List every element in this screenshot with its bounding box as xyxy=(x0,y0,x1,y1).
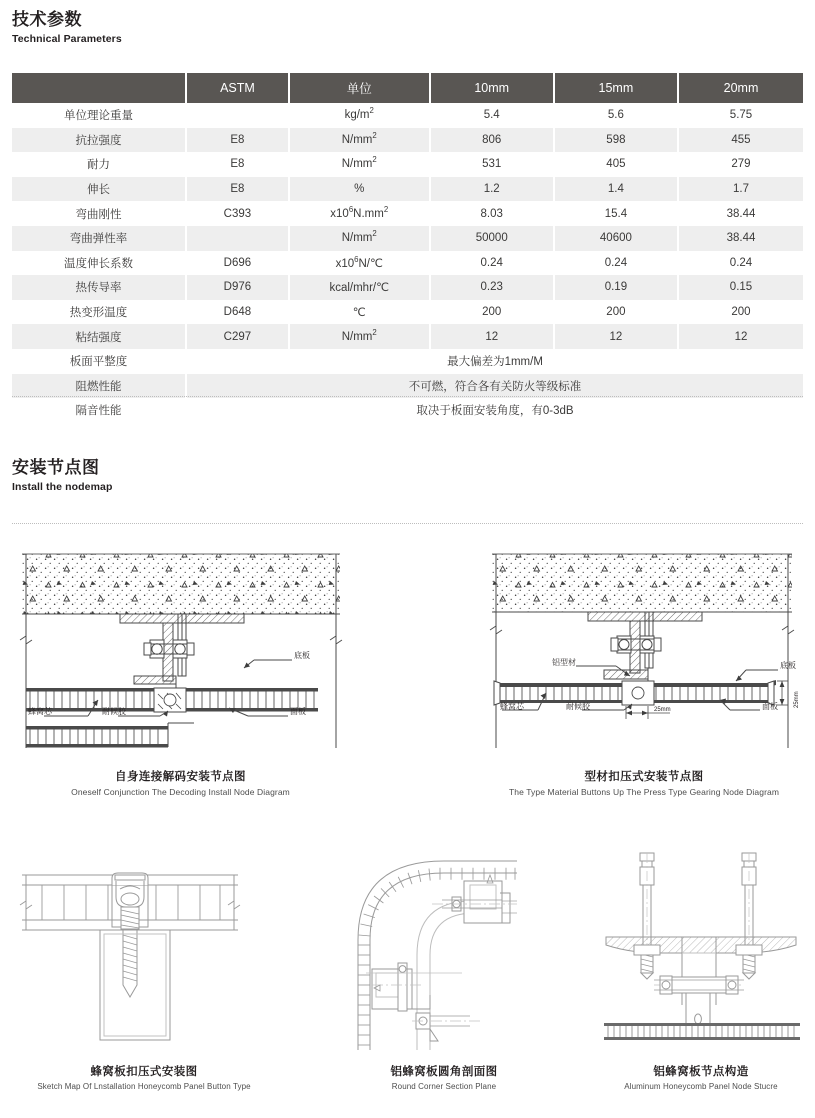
table-cell: D976 xyxy=(186,275,289,300)
header-cell-name xyxy=(12,73,186,103)
diagram-oneself-conjunction xyxy=(8,548,353,798)
table-cell: 阻燃性能 xyxy=(12,374,186,399)
table-cell: $N/mm^2$ xyxy=(289,152,430,177)
caption-honeycomb-button-type xyxy=(8,1065,280,1093)
dim-vertical: 25mm xyxy=(794,691,800,708)
table-cell: 单位理论重量 xyxy=(12,103,186,128)
spec-table-body xyxy=(12,103,803,423)
diagram-honeycomb-button-type xyxy=(8,845,280,1093)
caption-en: Sketch Map Of Lnstallation Honeycomb Panel Button Type xyxy=(37,1081,251,1091)
header-cell-15mm: 15mm xyxy=(554,73,678,103)
table-row xyxy=(12,226,803,251)
table-cell: 0.23 xyxy=(430,275,554,300)
label-honeycomb-core: 蜂窝芯 xyxy=(28,707,52,716)
specs-title-cn: 技术参数 xyxy=(12,10,82,29)
table-cell: 板面平整度 xyxy=(12,349,186,374)
table-cell: C297 xyxy=(186,324,289,349)
table-cell: 598 xyxy=(554,128,678,153)
table-row xyxy=(12,300,803,325)
round-corner-section-drawing xyxy=(312,845,576,1057)
table-row xyxy=(12,152,803,177)
profile-press-type-drawing xyxy=(478,548,810,760)
table-cell: 温度伸长系数 xyxy=(12,251,186,276)
caption-cn: 铝蜂窝板节点构造 xyxy=(653,1066,749,1078)
table-cell: 5.6 xyxy=(554,103,678,128)
nodes-top-rule xyxy=(12,523,803,524)
table-cell: 1.2 xyxy=(430,177,554,202)
oneself-conjunction-drawing xyxy=(8,548,353,760)
table-row xyxy=(12,374,803,399)
table-cell: 0.19 xyxy=(554,275,678,300)
table-row xyxy=(12,349,803,374)
table-cell xyxy=(186,226,289,251)
panel-node-structure-drawing xyxy=(592,845,810,1057)
table-cell: E8 xyxy=(186,128,289,153)
table-cell: 806 xyxy=(430,128,554,153)
diagram-profile-press-type xyxy=(478,548,810,798)
nodes-title-en: Install the nodemap xyxy=(12,480,113,493)
specs-bottom-rule xyxy=(12,396,803,397)
nodes-title-cn: 安装节点图 xyxy=(12,458,100,477)
table-cell: 热传导率 xyxy=(12,275,186,300)
table-cell: 隔音性能 xyxy=(12,398,186,423)
table-cell: 1.4 xyxy=(554,177,678,202)
spec-table-wrap xyxy=(12,73,803,423)
table-cell: 伸长 xyxy=(12,177,186,202)
table-cell: 0.24 xyxy=(678,251,803,276)
table-cell: 15.4 xyxy=(554,201,678,226)
table-cell: 455 xyxy=(678,128,803,153)
label-base-plate: 底板 xyxy=(294,651,310,660)
table-cell xyxy=(186,103,289,128)
caption-en: Aluminum Honeycomb Panel Node Stucre xyxy=(624,1081,778,1091)
table-row xyxy=(12,275,803,300)
dim-horizontal: 25mm xyxy=(654,707,671,713)
table-cell: 531 xyxy=(430,152,554,177)
table-cell: 12 xyxy=(430,324,554,349)
table-cell: 0.24 xyxy=(554,251,678,276)
table-row xyxy=(12,201,803,226)
table-cell: 热变形温度 xyxy=(12,300,186,325)
table-cell: 0.15 xyxy=(678,275,803,300)
label-base-plate: 底板 xyxy=(780,661,796,670)
caption-cn: 自身连接解码安装节点图 xyxy=(115,771,246,783)
table-cell: 弯曲刚性 xyxy=(12,201,186,226)
spec-table xyxy=(12,73,803,423)
label-honeycomb-core: 蜂窝芯 xyxy=(500,702,524,711)
caption-profile-press-type xyxy=(478,770,810,798)
caption-en: Oneself Conjunction The Decoding Install Node Diagram xyxy=(71,786,290,797)
specs-title-en: Technical Parameters xyxy=(12,32,122,45)
table-cell: 粘结强度 xyxy=(12,324,186,349)
label-face-panel: 面板 xyxy=(762,702,778,711)
table-cell: kcal/mhr/℃ xyxy=(289,275,430,300)
table-cell: 弯曲弹性率 xyxy=(12,226,186,251)
header-cell-unit: 单位 xyxy=(289,73,430,103)
label-face-panel: 面板 xyxy=(290,707,306,716)
table-cell: E8 xyxy=(186,177,289,202)
header-cell-10mm: 10mm xyxy=(430,73,554,103)
table-cell: $x10^6N/℃$ xyxy=(289,251,430,276)
table-cell: 12 xyxy=(554,324,678,349)
table-cell: 38.44 xyxy=(678,226,803,251)
table-row xyxy=(12,177,803,202)
table-cell: D696 xyxy=(186,251,289,276)
honeycomb-button-type-drawing xyxy=(8,845,280,1057)
table-cell: C393 xyxy=(186,201,289,226)
caption-oneself-conjunction xyxy=(8,770,353,798)
caption-cn: 铝蜂窝板圆角剖面图 xyxy=(390,1066,498,1078)
table-cell: 5.75 xyxy=(678,103,803,128)
table-cell-merged: 不可燃，符合各有关防火等级标准 xyxy=(186,374,803,399)
caption-panel-node-structure xyxy=(592,1065,810,1093)
caption-en: The Type Material Buttons Up The Press Type Gearing Node Diagram xyxy=(508,786,780,797)
table-cell: 50000 xyxy=(430,226,554,251)
table-cell: % xyxy=(289,177,430,202)
table-row xyxy=(12,128,803,153)
table-cell: 12 xyxy=(678,324,803,349)
diagram-round-corner-section xyxy=(312,845,576,1093)
table-cell: 0.24 xyxy=(430,251,554,276)
table-cell: 耐力 xyxy=(12,152,186,177)
table-cell: 8.03 xyxy=(430,201,554,226)
caption-cn: 蜂窝板扣压式安装图 xyxy=(90,1066,198,1078)
table-cell-merged: 取决于板面安装角度，有0-3dB xyxy=(186,398,803,423)
table-row xyxy=(12,398,803,423)
caption-en: Round Corner Section Plane xyxy=(391,1081,497,1091)
header-cell-20mm: 20mm xyxy=(678,73,803,103)
caption-round-corner-section xyxy=(312,1065,576,1093)
diagram-panel-node-structure xyxy=(592,845,810,1093)
table-cell: 279 xyxy=(678,152,803,177)
table-cell: $x10^6N.mm^2$ xyxy=(289,201,430,226)
table-cell: 抗拉强度 xyxy=(12,128,186,153)
table-cell: 40600 xyxy=(554,226,678,251)
table-cell: 38.44 xyxy=(678,201,803,226)
table-cell: $kg/m^2$ xyxy=(289,103,430,128)
table-cell: 5.4 xyxy=(430,103,554,128)
label-alu-profile: 铝型材 xyxy=(552,658,576,667)
table-cell-merged: 最大偏差为1mm/M xyxy=(186,349,803,374)
label-weather-sealant: 耐候胶 xyxy=(566,702,590,711)
specs-section-heading xyxy=(12,10,122,45)
table-cell: 1.7 xyxy=(678,177,803,202)
caption-cn: 型材扣压式安装节点图 xyxy=(584,771,704,783)
label-weather-sealant: 耐候胶 xyxy=(102,707,126,716)
nodes-section-heading xyxy=(12,458,113,493)
table-cell: $N/mm^2$ xyxy=(289,324,430,349)
table-cell: 200 xyxy=(678,300,803,325)
table-header-row xyxy=(12,73,803,103)
table-row xyxy=(12,324,803,349)
table-cell: D648 xyxy=(186,300,289,325)
table-row xyxy=(12,251,803,276)
table-cell: 200 xyxy=(430,300,554,325)
header-cell-astm: ASTM xyxy=(186,73,289,103)
table-row xyxy=(12,103,803,128)
table-cell: $N/mm^2$ xyxy=(289,226,430,251)
table-cell: ℃ xyxy=(289,300,430,325)
table-cell: E8 xyxy=(186,152,289,177)
table-cell: $N/mm^2$ xyxy=(289,128,430,153)
table-cell: 405 xyxy=(554,152,678,177)
table-cell: 200 xyxy=(554,300,678,325)
